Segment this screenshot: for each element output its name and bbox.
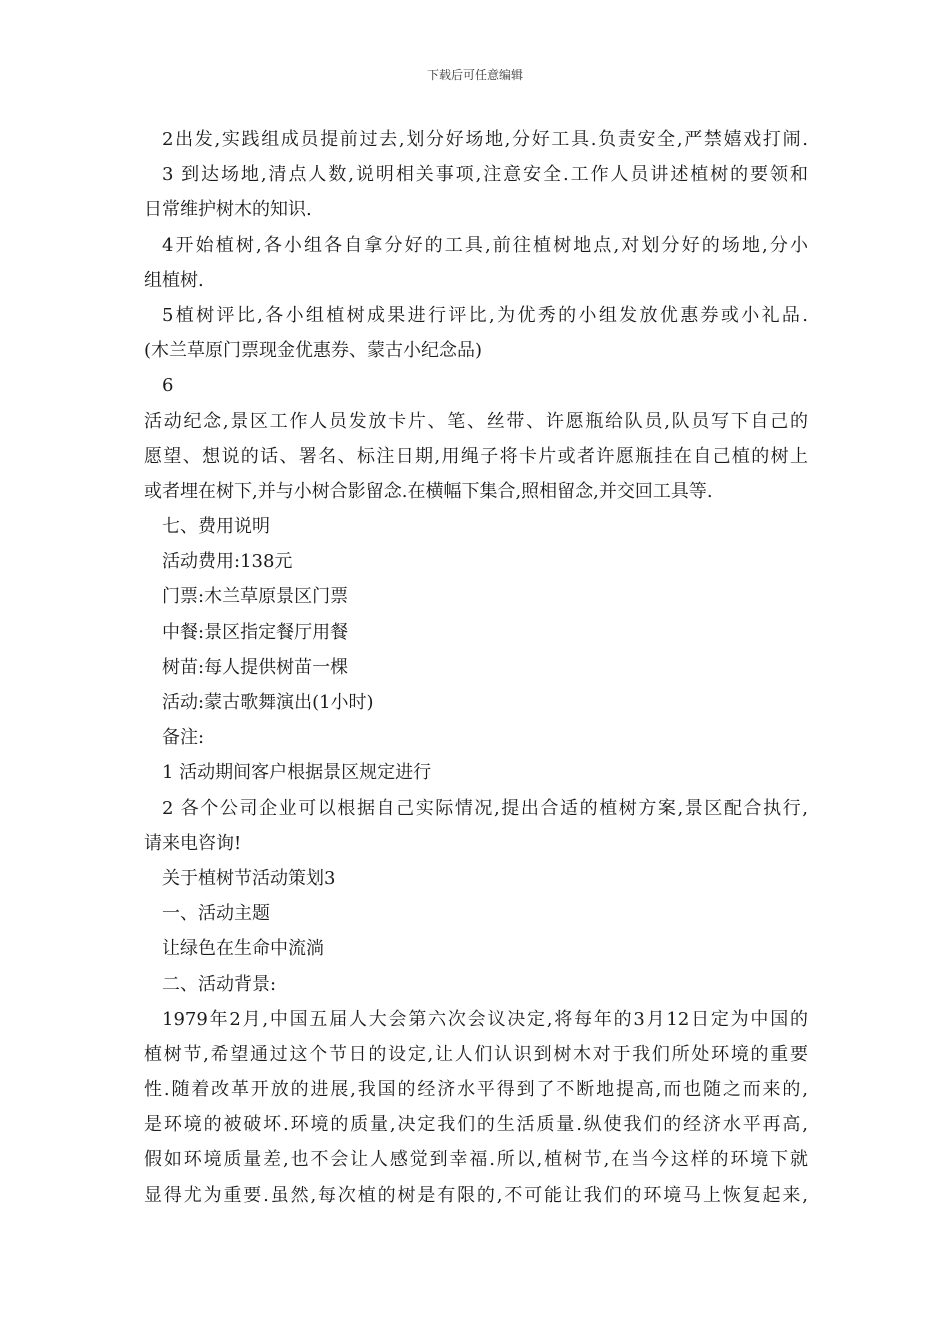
paragraph-line: 显得尤为重要.虽然,每次植的树是有限的,不可能让我们的环境马上恢复起来, <box>144 1184 808 1206</box>
paragraph-line: 请来电咨询! <box>144 832 242 854</box>
paragraph-line: 树苗:每人提供树苗一棵 <box>162 656 349 678</box>
paragraph-line: 6 <box>162 375 174 397</box>
paragraph-line: 1 活动期间客户根据景区规定进行 <box>162 762 432 784</box>
paragraph-line: 中餐:景区指定餐厅用餐 <box>162 621 349 643</box>
paragraph-line: 一、活动主题 <box>162 903 270 925</box>
page-header-note: 下载后可任意编辑 <box>426 68 523 82</box>
paragraph-line: 活动:蒙古歌舞演出(1小时) <box>162 692 374 713</box>
paragraph-line: 备注: <box>162 727 205 749</box>
paragraph-line: 日常维护树木的知识. <box>144 199 312 221</box>
paragraph-line: 性.随着改革开放的进展,我国的经济水平得到了不断地提高,而也随之而来的, <box>144 1079 808 1101</box>
paragraph-line: 二、活动背景: <box>162 973 277 995</box>
paragraph-line: 关于植树节活动策划3 <box>162 867 336 889</box>
paragraph-line: 活动费用:138元 <box>162 551 293 573</box>
paragraph-line: (木兰草原门票现金优惠券、蒙古小纪念品) <box>144 340 483 362</box>
paragraph-line: 是环境的被破坏.环境的质量,决定我们的生活质量.纵使我们的经济水平再高, <box>144 1114 808 1136</box>
paragraph-line: 或者埋在树下,并与小树合影留念.在横幅下集合,照相留念,并交回工具等. <box>144 480 713 502</box>
paragraph-line: 组植树. <box>144 269 204 291</box>
paragraph-line: 2出发,实践组成员提前过去,划分好场地,分好工具.负责安全,严禁嬉戏打闹. <box>162 129 808 150</box>
paragraph-line: 门票:木兰草原景区门票 <box>162 586 349 608</box>
paragraph-line: 活动纪念,景区工作人员发放卡片、笔、丝带、许愿瓶给队员,队员写下自己的 <box>144 410 808 432</box>
paragraph-line: 让绿色在生命中流淌 <box>162 938 324 960</box>
paragraph-line: 植树节,希望通过这个节日的设定,让人们认识到树木对于我们所处环境的重要 <box>144 1043 808 1065</box>
paragraph-line: 1979年2月,中国五届人大会第六次会议决定,将每年的3月12日定为中国的 <box>162 1008 808 1030</box>
document-body <box>144 122 808 1213</box>
paragraph-line: 5植树评比,各小组植树成果进行评比,为优秀的小组发放优惠券或小礼品. <box>162 304 808 326</box>
paragraph-line: 假如环境质量差,也不会让人感觉到幸福.所以,植树节,在当今这样的环境下就 <box>144 1149 808 1171</box>
paragraph-line: 4开始植树,各小组各自拿分好的工具,前往植树地点,对划分好的场地,分小 <box>162 234 808 256</box>
paragraph-line: 愿望、想说的话、署名、标注日期,用绳子将卡片或者许愿瓶挂在自己植的树上 <box>144 445 808 467</box>
paragraph-line: 3 到达场地,清点人数,说明相关事项,注意安全.工作人员讲述植树的要领和 <box>162 164 808 186</box>
paragraph-line: 2 各个公司企业可以根据自己实际情况,提出合适的植树方案,景区配合执行, <box>162 797 808 819</box>
paragraph-line: 七、费用说明 <box>162 516 270 538</box>
